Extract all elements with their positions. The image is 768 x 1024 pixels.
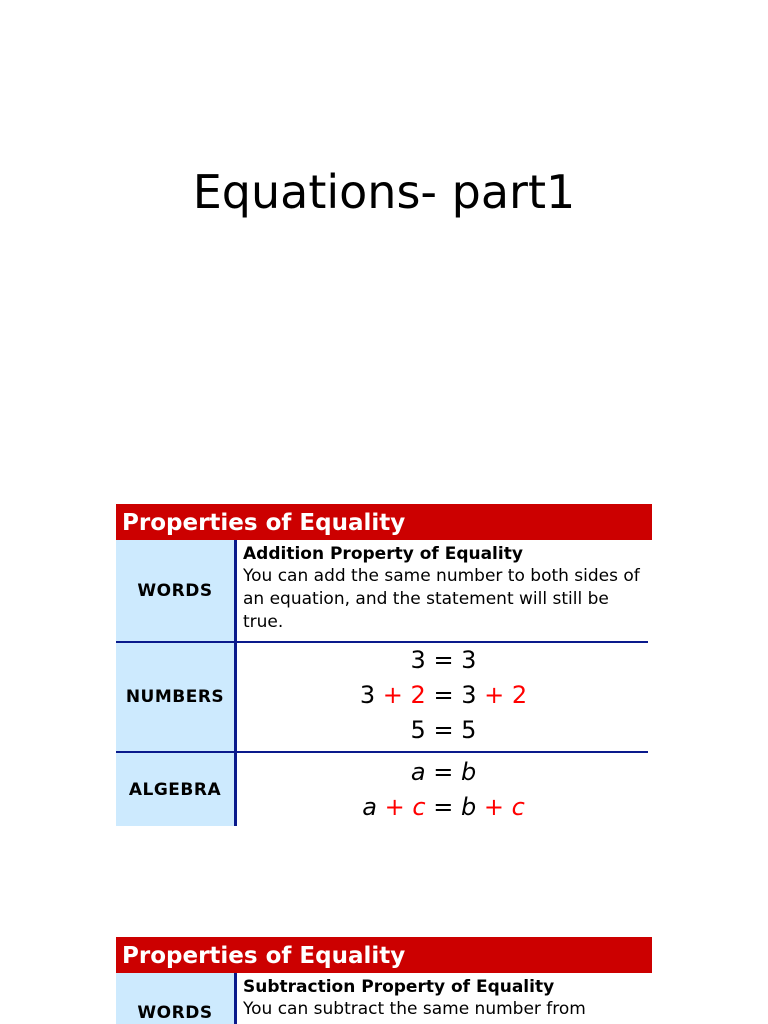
- property-description: You can add the same number to both sides of an equation, and the statement will still be true.: [243, 566, 640, 632]
- words-content: [237, 973, 648, 1024]
- words-label: WORDS: [116, 973, 237, 1024]
- words-label: WORDS: [116, 540, 237, 641]
- algebra-var-b: b: [460, 758, 477, 786]
- words-row: [116, 540, 648, 643]
- words-content: [237, 540, 648, 641]
- algebra-var-a: a: [362, 793, 377, 821]
- algebra-var-c: c: [412, 793, 426, 821]
- algebra-var-b: b: [460, 793, 477, 821]
- numbers-content: [237, 643, 648, 751]
- property-description: You can subtract the same number from: [243, 999, 586, 1019]
- numbers-line-3: 5 = 5: [410, 716, 477, 744]
- algebra-content: [237, 753, 648, 826]
- algebra-var-c: c: [511, 793, 525, 821]
- algebra-plus: +: [483, 793, 504, 821]
- numbers-line-1: 3 = 3: [410, 646, 477, 674]
- page-title: Equations- part1: [192, 165, 576, 219]
- algebra-line-1: [411, 755, 476, 790]
- properties-card-subtraction: [116, 937, 652, 1024]
- properties-card-addition: [116, 504, 652, 826]
- property-name: Subtraction Property of Equality: [243, 977, 555, 997]
- algebra-equals: =: [433, 758, 454, 786]
- numbers-added-term: + 2: [382, 681, 426, 709]
- numbers-added-term: + 2: [484, 681, 528, 709]
- numbers-row: [116, 643, 648, 753]
- algebra-line-2: [362, 790, 525, 825]
- numbers-equals-term: = 3: [433, 681, 477, 709]
- card-header: Properties of Equality: [116, 937, 652, 973]
- property-name: Addition Property of Equality: [243, 544, 523, 564]
- algebra-label: ALGEBRA: [116, 753, 237, 826]
- algebra-plus: +: [384, 793, 405, 821]
- numbers-line-2: [360, 678, 527, 713]
- words-row: [116, 973, 648, 1024]
- numbers-label: NUMBERS: [116, 643, 237, 751]
- algebra-row: [116, 753, 648, 826]
- algebra-equals: =: [433, 793, 454, 821]
- card-header: Properties of Equality: [116, 504, 652, 540]
- numbers-term: 3: [359, 681, 376, 709]
- algebra-var-a: a: [410, 758, 426, 786]
